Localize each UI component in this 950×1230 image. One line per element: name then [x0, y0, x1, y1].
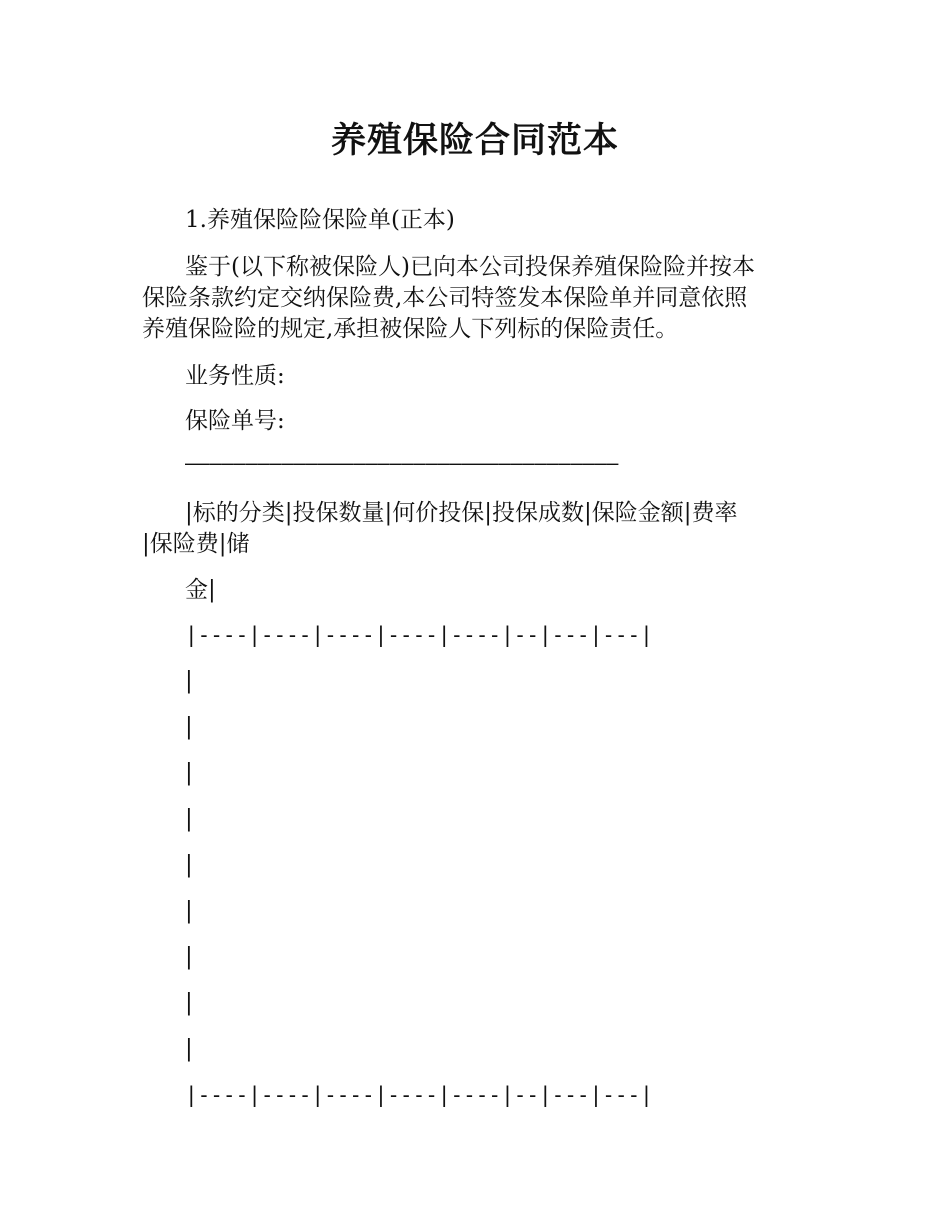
table-row: |: [185, 990, 193, 1016]
business-nature-label: 业务性质:: [185, 363, 285, 389]
table-divider-bottom: |----|----|----|----|----|--|---|---|: [185, 1083, 653, 1107]
table-divider-top: |----|----|----|----|----|--|---|---|: [185, 623, 653, 647]
table-row: |: [185, 898, 193, 924]
separator-line: ————————————————————————————————————: [185, 451, 619, 475]
intro-line-2: 保险条款约定交纳保险费,本公司特签发本保险单并同意依照: [142, 285, 748, 311]
table-row: |: [185, 852, 193, 878]
table-header-line-3: 金|: [185, 577, 216, 603]
table-row: |: [185, 806, 193, 832]
table-row: |: [185, 760, 193, 786]
table-row: |: [185, 1036, 193, 1062]
table-row: |: [185, 944, 193, 970]
table-row: |: [185, 668, 193, 694]
policy-number-label: 保险单号:: [185, 408, 285, 434]
table-row: |: [185, 714, 193, 740]
section-heading: 1.养殖保险险保险单(正本): [185, 207, 455, 233]
table-header-line-1: |标的分类|投保数量|何价投保|投保成数|保险金额|费率: [185, 500, 738, 526]
intro-line-1: 鉴于(以下称被保险人)已向本公司投保养殖保险险并按本: [185, 254, 755, 280]
intro-line-3: 养殖保险险的规定,承担被保险人下列标的保险责任。: [142, 316, 679, 342]
document-title: 养殖保险合同范本: [330, 121, 619, 161]
table-header-line-2: |保险费|储: [142, 531, 250, 557]
